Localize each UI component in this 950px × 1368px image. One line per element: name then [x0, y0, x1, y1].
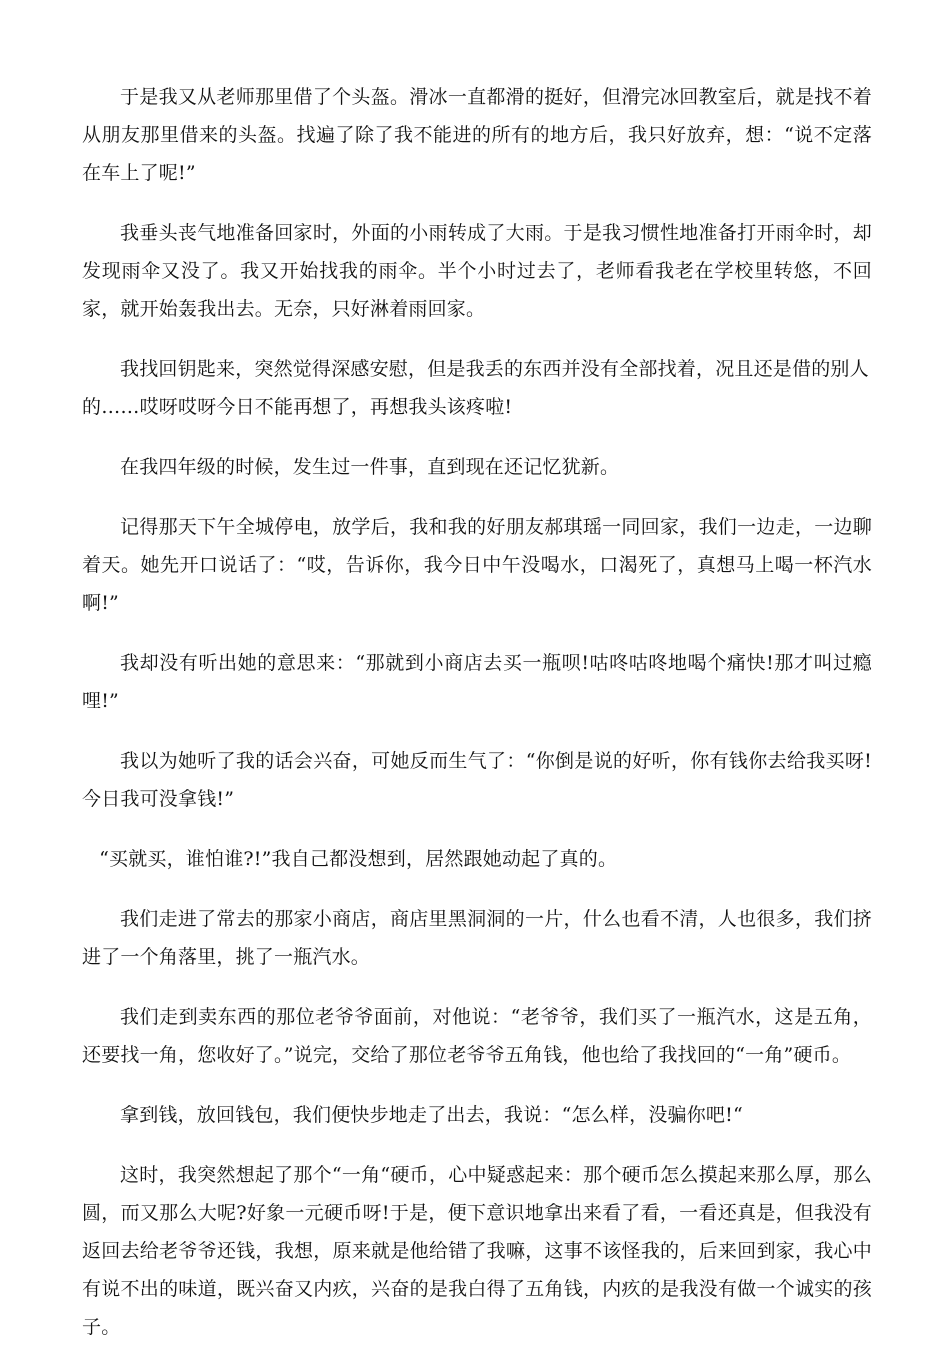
paragraph-7: 我以为她听了我的话会兴奋，可她反而生气了：“你倒是说的好听，你有钱你去给我买呀!今日我可没拿钱!” [82, 750, 872, 810]
paragraph-8: “买就买，谁怕谁?!”我自己都没想到，居然跟她动起了真的。 [99, 848, 618, 870]
paragraph-1: 于是我又从老师那里借了个头盔。滑冰一直都滑的挺好，但滑完冰回教室后，就是找不着从朋友那里借来的头盔。找遍了除了我不能进的所有的地方后，我只好放弃，想：“说不定落在车上了呢!” [82, 86, 872, 184]
document-page [82, 78, 872, 1368]
paragraph-11: 拿到钱，放回钱包，我们便快步地走了出去，我说：“怎么样，没骗你吧!“ [120, 1104, 743, 1126]
paragraph-3: 我找回钥匙来，突然觉得深感安慰，但是我丢的东西并没有全部找着，况且还是借的别人 的……哎呀哎呀今日不能再想了，再想我头该疼啦! [82, 358, 869, 418]
paragraph-4: 在我四年级的时候，发生过一件事，直到现在还记忆犹新。 [120, 456, 620, 478]
paragraph-6: 我却没有听出她的意思来：“那就到小商店去买一瓶呗!咕咚咕咚地喝个痛快!那才叫过瘾哩!” [82, 652, 872, 712]
paragraph-9: 我们走进了常去的那家小商店，商店里黑洞洞的一片，什么也看不清，人也很多，我们挤进了一个角落里，挑了一瓶汽水。 [82, 908, 872, 968]
paragraph-5: 记得那天下午全城停电，放学后，我和我的好朋友郝琪瑶一同回家，我们一边走，一边聊着天。她先开口说话了：“哎，告诉你，我今日中午没喝水，口渴死了，真想马上喝一杯汽水啊!” [82, 516, 872, 614]
paragraph-10: 我们走到卖东西的那位老爷爷面前，对他说：“老爷爷，我们买了一瓶汽水，这是五角，还要找一角，您收好了。”说完，交给了那位老爷爷五角钱，他也给了我找回的“一角”硬币。 [82, 1006, 872, 1066]
paragraph-12: 这时，我突然想起了那个“一角“硬币，心中疑惑起来：那个硬币怎么摸起来那么厚，那么圆，而又那么大呢?好象一元硬币呀!于是，便下意识地拿出来看了看，一看还真是，但我没有返回去给老爷爷还钱，我想，原来就是他给错了我嘛，这事不该怪我的，后来回到家，我心中有说不出的味道，既兴奋又内疚，兴奋的是我白得了五角钱，内疚的是我没有做一个诚实的孩子。 [82, 1164, 872, 1338]
paragraph-2: 我垂头丧气地准备回家时，外面的小雨转成了大雨。于是我习惯性地准备打开雨伞时，却发现雨伞又没了。我又开始找我的雨伞。半个小时过去了，老师看我老在学校里转悠，不回家，就开始轰我出去。无奈，只好淋着雨回家。 [82, 222, 872, 320]
